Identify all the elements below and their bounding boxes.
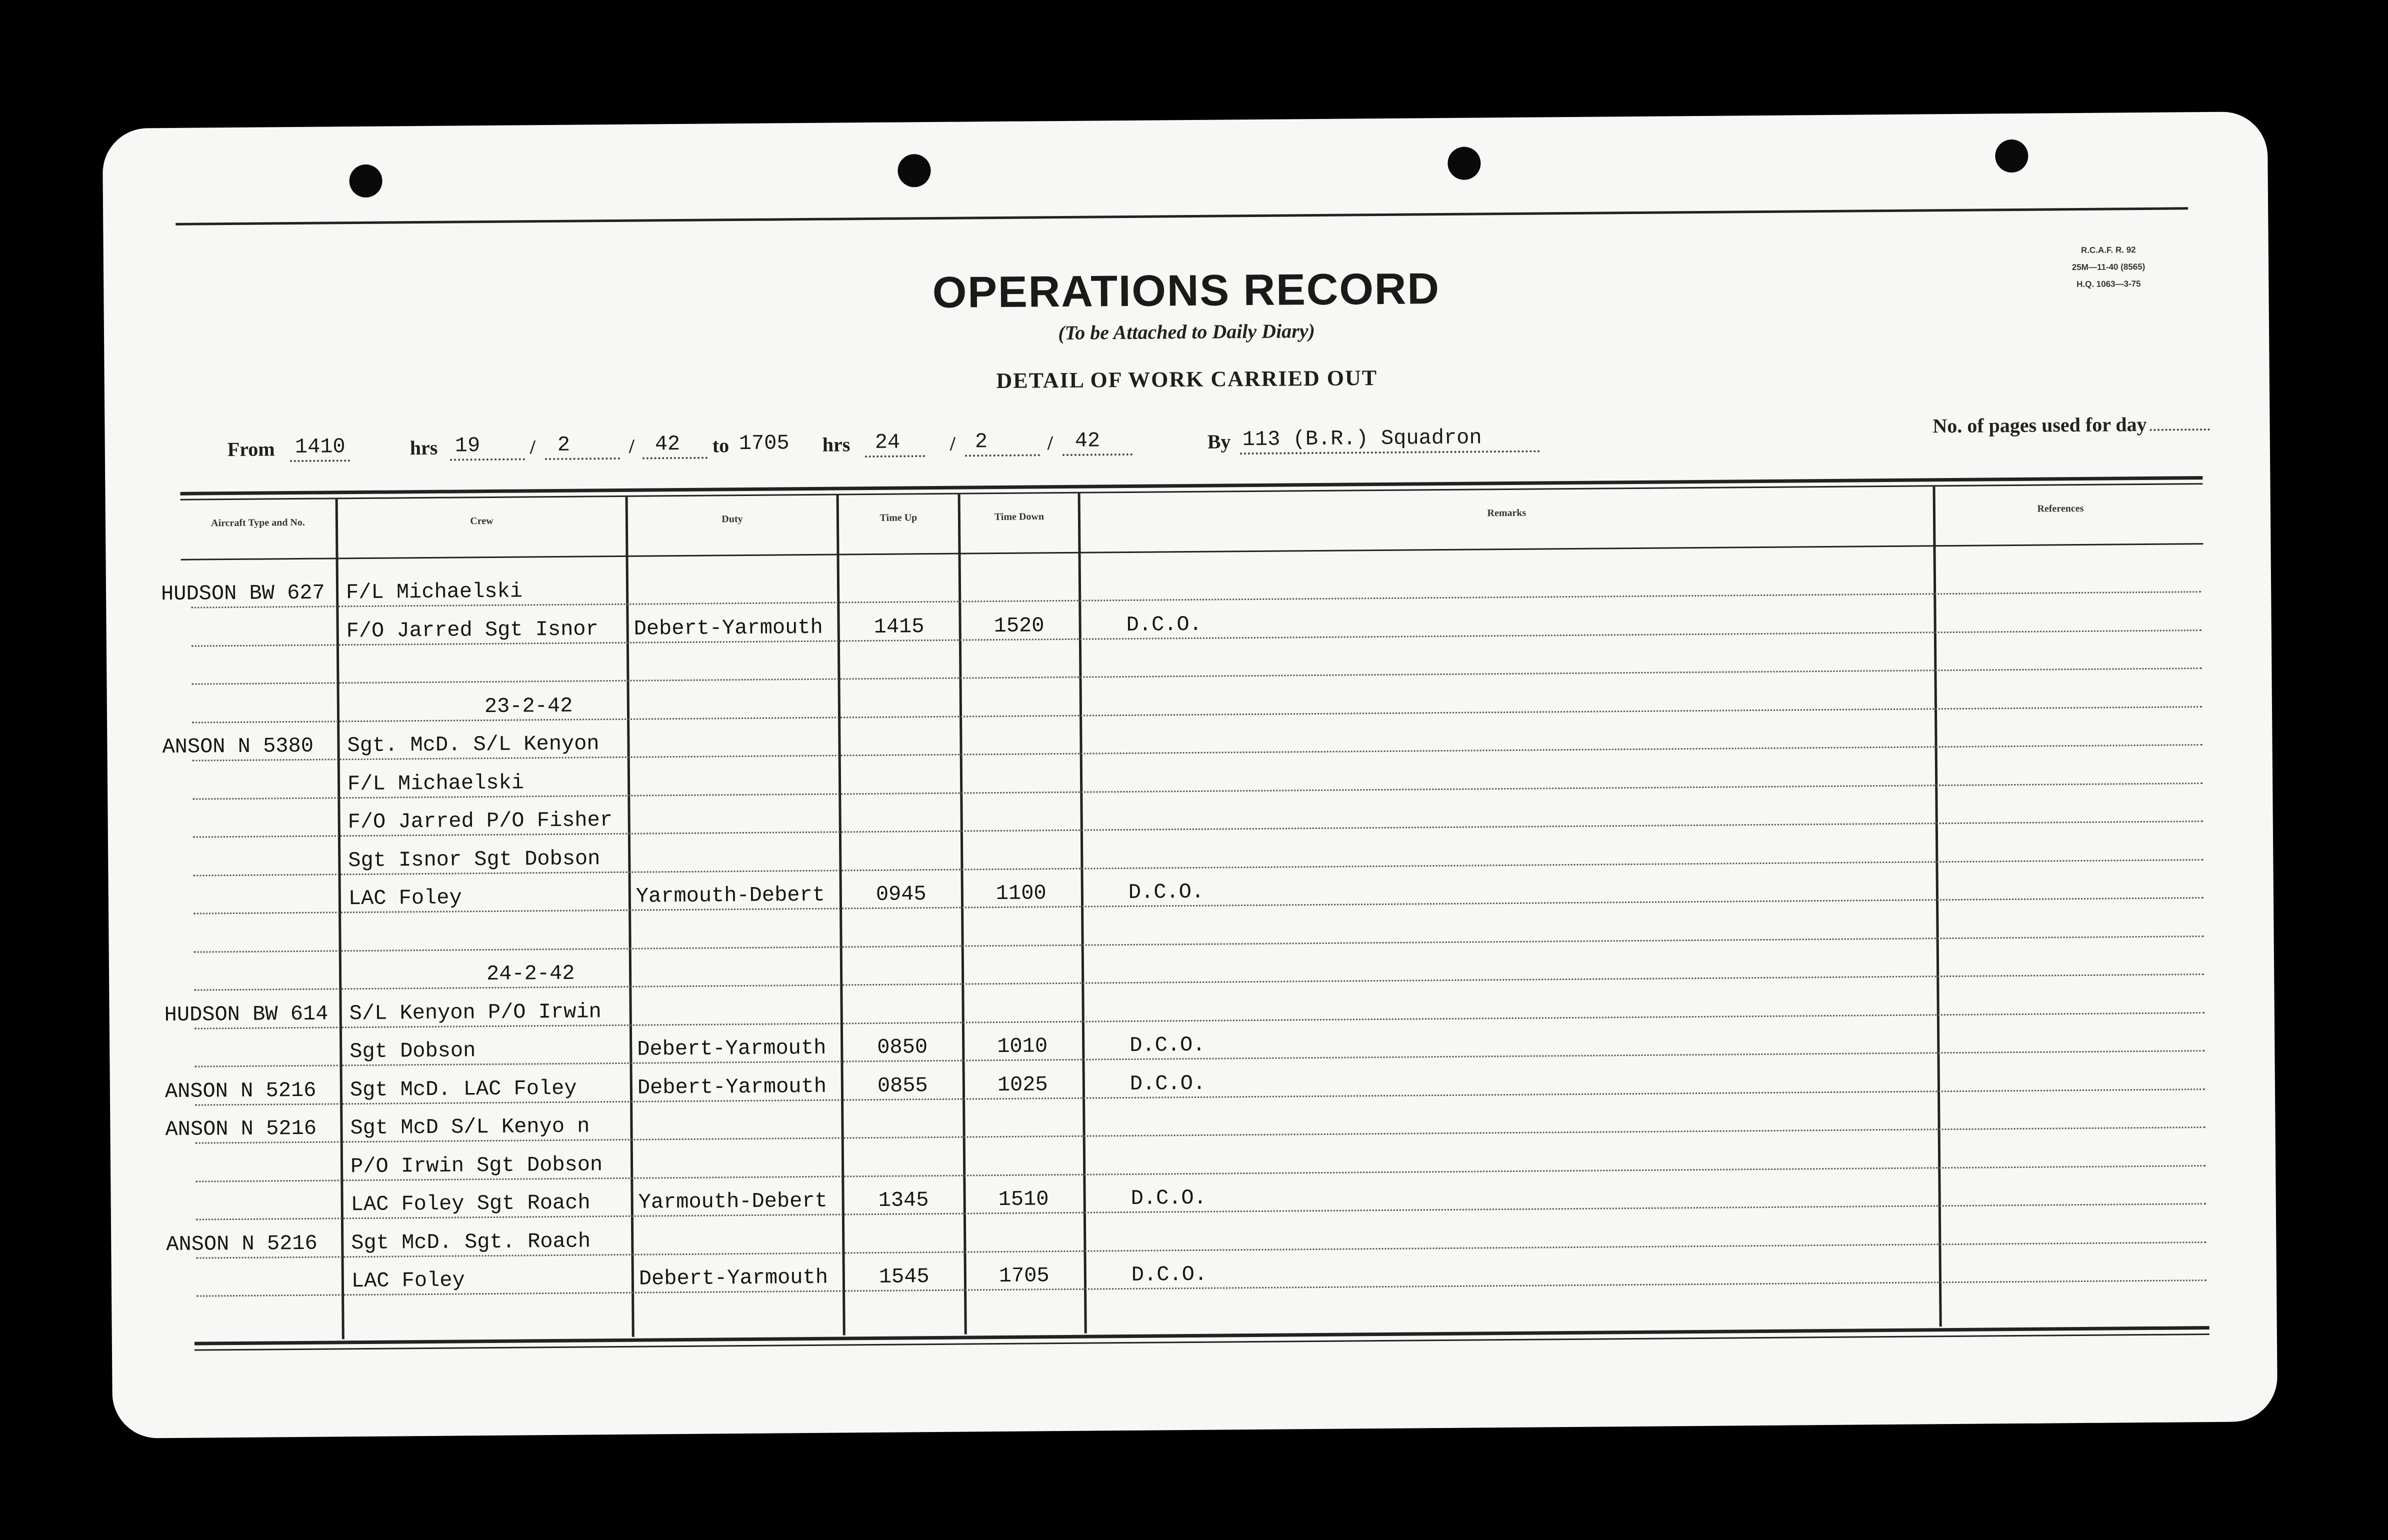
table-row: [102, 112, 2268, 128]
column-divider: [958, 494, 967, 1334]
cell-time-up: 1415: [874, 614, 924, 639]
form-ref-line1: R.C.A.F. R. 92: [2080, 245, 2136, 255]
cell-crew: P/O Irwin Sgt Dobson: [350, 1152, 603, 1178]
to-year: 42: [1074, 428, 1100, 453]
operations-record-card: [102, 112, 2278, 1438]
cell-crew: S/L Kenyon P/O Irwin: [349, 999, 602, 1026]
cell-crew: 24-2-42: [486, 961, 575, 986]
column-divider: [836, 495, 846, 1335]
hrs-label: hrs: [410, 436, 438, 460]
cell-aircraft: ANSON N 5216: [165, 1116, 317, 1142]
cell-crew: Sgt McD. Sgt. Roach: [351, 1228, 591, 1255]
cell-remarks: D.C.O.: [1130, 1032, 1206, 1058]
cell-duty: Debert-Yarmouth: [637, 1074, 827, 1100]
dotted-fill: [965, 454, 1040, 456]
cell-crew: Sgt Isnor Sgt Dobson: [348, 846, 600, 872]
cell-aircraft: ANSON N 5380: [162, 734, 314, 760]
cell-duty: Debert-Yarmouth: [638, 1265, 828, 1291]
cell-time-down: 1705: [998, 1264, 1050, 1288]
to-time: 1705: [738, 431, 790, 456]
cell-duty: Yarmouth-Debert: [638, 1188, 828, 1214]
from-month: 2: [557, 432, 570, 457]
from-year: 42: [654, 432, 680, 456]
cell-crew: Sgt McD S/L Kenyo n: [350, 1114, 590, 1140]
dotted-fill: [545, 458, 620, 460]
cell-time-down: 1025: [997, 1072, 1048, 1097]
by-label: By: [1207, 430, 1231, 453]
squadron: 113 (B.R.) Squadron: [1242, 426, 1482, 452]
hrs-label: hrs: [822, 433, 850, 456]
cell-remarks: D.C.O.: [1126, 612, 1202, 637]
top-rule: [176, 207, 2188, 226]
cell-crew: LAC Foley Sgt Roach: [350, 1190, 590, 1217]
cell-aircraft: HUDSON BW 614: [164, 1002, 328, 1027]
cell-crew: F/L Michaelski: [346, 579, 523, 605]
slash: /: [1047, 432, 1054, 454]
cell-time-up: 1345: [878, 1188, 929, 1212]
header-duty: Duty: [722, 514, 743, 525]
cell-duty: Yarmouth-Debert: [636, 882, 826, 908]
header-references: References: [2037, 502, 2084, 514]
pages-used-label: [1932, 412, 2210, 438]
table-row-line: [194, 936, 2204, 953]
dotted-fill: [1062, 454, 1132, 456]
cell-crew: Sgt. McD. S/L Kenyon: [347, 732, 600, 758]
header-rule: [181, 543, 2204, 560]
header-time-up: Time Up: [880, 512, 918, 524]
pages-used-text: No. of pages used for day: [1932, 412, 2147, 438]
table-row-line: [192, 668, 2202, 685]
cell-crew: F/O Jarred P/O Fisher: [348, 808, 613, 834]
cell-remarks: D.C.O.: [1128, 880, 1204, 904]
cell-time-up: 0850: [877, 1035, 928, 1060]
dotted-fill: [865, 455, 925, 458]
punch-hole: [1448, 146, 1481, 180]
cell-crew: Sgt Dobson: [350, 1038, 476, 1064]
cell-crew: Sgt McD. LAC Foley: [350, 1076, 577, 1102]
cell-time-up: 1545: [878, 1264, 930, 1289]
form-ref-line2: 25M—11-40 (8565): [2072, 262, 2146, 272]
detail-heading: DETAIL OF WORK CARRIED OUT: [996, 366, 1378, 394]
header-crew: Crew: [470, 515, 494, 527]
from-day: 19: [454, 434, 480, 458]
column-divider: [1933, 486, 1942, 1326]
form-ref-line3: H.Q. 1063—3-75: [2076, 279, 2141, 290]
punch-hole: [898, 154, 931, 188]
dotted-fill: [642, 457, 708, 460]
cell-aircraft: HUDSON BW 627: [160, 580, 325, 606]
column-divider: [626, 497, 634, 1337]
dotted-fill: [450, 458, 525, 460]
cell-time-up: 0945: [876, 882, 926, 906]
cell-crew: LAC Foley: [351, 1268, 465, 1294]
to-day: 24: [874, 430, 900, 454]
table-row: [102, 112, 2268, 128]
cell-crew: F/O Jarred Sgt Isnor: [346, 616, 598, 643]
cell-remarks: D.C.O.: [1130, 1071, 1206, 1096]
from-time: 1410: [294, 434, 346, 460]
column-divider: [336, 499, 344, 1339]
cell-time-down: 1100: [996, 881, 1046, 906]
cell-duty: Debert-Yarmouth: [637, 1036, 826, 1062]
header-remarks: Remarks: [1487, 507, 1526, 519]
cell-aircraft: ANSON N 5216: [166, 1231, 318, 1256]
header-aircraft: Aircraft Type and No.: [211, 516, 305, 529]
cell-time-down: 1520: [994, 613, 1044, 638]
cell-aircraft: ANSON N 5216: [164, 1078, 316, 1104]
cell-time-down: 1510: [998, 1187, 1049, 1212]
slash: /: [530, 436, 536, 458]
cell-remarks: D.C.O.: [1131, 1262, 1208, 1287]
to-month: 2: [974, 430, 988, 454]
pages-used-blank: [2150, 428, 2210, 431]
page-title: OPERATIONS RECORD: [932, 264, 1440, 318]
to-label: to: [712, 434, 730, 457]
header-time-down: Time Down: [994, 511, 1044, 523]
column-divider: [1078, 494, 1087, 1334]
cell-remarks: D.C.O.: [1130, 1186, 1207, 1210]
from-label: From: [227, 438, 275, 461]
punch-hole: [349, 164, 382, 198]
cell-crew: LAC Foley: [348, 886, 462, 911]
slash: /: [628, 434, 635, 458]
page-subtitle: (To be Attached to Daily Diary): [1058, 320, 1316, 344]
cell-time-down: 1010: [997, 1034, 1048, 1059]
cell-crew: F/L Michaelski: [347, 770, 524, 796]
cell-duty: Debert-Yarmouth: [634, 615, 823, 641]
dotted-fill: [290, 460, 350, 462]
cell-time-up: 0855: [877, 1073, 928, 1098]
cell-crew: 23-2-42: [484, 694, 573, 718]
slash: /: [950, 432, 956, 455]
punch-hole: [1995, 140, 2028, 173]
